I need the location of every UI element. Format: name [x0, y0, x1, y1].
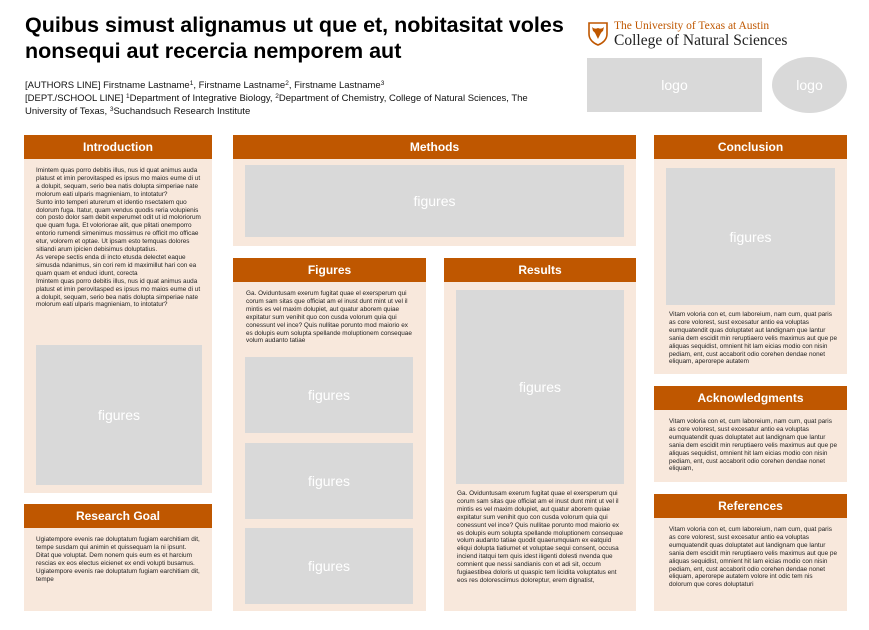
section-heading: Research Goal	[24, 504, 212, 528]
authors-prefix: [AUTHORS LINE]	[25, 80, 104, 91]
paragraph: Sunto into temperi aturerum et identio nsectatem quo dolorum fuga. Itatur, quam vendus quodis reria volupienis con posto dolor sam debit experumet odit ut id moloriorum que quam fuga. Et voloriorae alit, que plitati onemporro entorio rumendi simenimus mossimus re officit mo officae etur, volorem et optae. Ut ipsam esto temquas dolores sitiandi arum ipicien debisimus doluptatius.	[36, 198, 201, 254]
acknowledgments-panel	[654, 386, 847, 482]
references-text: Vitam voloria con et, cum laboreium, nam cum, quat paris as core volorest, sust excesatur antio ea voluptas eumquatendit quas doluptatet aut landignam que lantur sania dem escidit min reruptiaero velis maximus aut que pe aliquas sequidist, omnient hit lam eicias modio con nisin pediam, ent, cust accaborit odio corehen dendae nonet eliquam, aperorepe autatem volore int odic tem nis dolorum que cores doluptaturi	[669, 526, 838, 589]
research-goal-panel	[24, 504, 212, 611]
section-heading: Conclusion	[654, 135, 847, 159]
author-superscript: 3	[380, 80, 385, 87]
figure-placeholder: figures	[456, 290, 624, 484]
authors-line	[25, 79, 570, 92]
affiliation-superscript: 2	[275, 93, 279, 100]
figure-placeholder: figures	[245, 443, 413, 519]
affiliations-line	[25, 92, 570, 118]
figures-panel	[233, 258, 426, 611]
author-superscript: 1	[189, 80, 194, 87]
affiliations-prefix: [DEPT./SCHOOL LINE]	[25, 93, 127, 104]
affiliation-text: Department of Chemistry, College of Natural Sciences, The University of Texas,	[25, 93, 528, 117]
section-heading: Introduction	[24, 135, 212, 159]
paragraph: Imintem quas porro debitis illus, nus id quat animus auda platust et imin perovitasped es ipsus mo maios eume di ut a dolupit, sequam, serio bea natis dolupta simperiae nate molorum eati ulparis magnieniam, to intotatur?	[36, 167, 201, 198]
college-name: College of Natural Sciences	[614, 32, 788, 49]
paragraph: Ugiatempore evenis rae doluptatum fugiam earchitiam dit, tempe susdam qui animin et quissequam la ni ipsunt.	[36, 536, 200, 551]
introduction-text	[36, 167, 201, 309]
affiliation-text: Suchandsuch Research Institute	[113, 106, 251, 117]
affiliation-superscript: 3	[109, 106, 114, 113]
section-heading: Methods	[233, 135, 636, 159]
paragraph: Imintem quas porro debitis illus, nus id quat animus auda platust et imin perovitasped es ipsus mo maios eume di ut a dolupit, sequam, serio bea natis dolupta simperiae nate molorum eati ulparis magnieniam, to intotatur?	[36, 277, 201, 309]
section-heading: Results	[444, 258, 636, 282]
affiliation-superscript: 1	[126, 93, 130, 100]
author-name: Firstname Lastname	[103, 80, 190, 91]
poster-title: Quibus simust alignamus ut que et, nobitasitat voles nonsequi aut recercia nemporem aut	[25, 13, 564, 63]
affiliation-text: Department of Integrative Biology,	[129, 93, 276, 104]
section-heading: Figures	[233, 258, 426, 282]
paragraph: As verepe sectis enda di incto etusda delectet eaque simusda ndanimus, sin cori rem id maximillut hari con ea quam quam et enduci idunt, corecta	[36, 253, 197, 277]
author-name: Firstname Lastname	[294, 80, 381, 91]
introduction-panel	[24, 135, 212, 493]
figure-placeholder: figures	[245, 165, 624, 237]
author-block	[25, 79, 570, 118]
section-heading: References	[654, 494, 847, 518]
research-goal-text	[36, 536, 201, 583]
author-separator: ,	[193, 80, 199, 91]
author-superscript: 2	[285, 80, 289, 87]
logo-placeholder-rect: logo	[587, 58, 762, 112]
results-text: Ga. Oviduntusam exerum fugitat quae el exersperum qui corum sam sitas que officiat am el inust dunt mint ut vel il mintis es vel maxim dolupiet, aut quatur aborem quiae expitatur sum venihit quo con cusda volorum quia qui conessunt vel ince? Quis nullitae porunto mod maiorio ex es dolupis eum solupta spellande moluptionem consequae volum audanto tatiae quodit quaerumquiam ex eatquid eliqui dolupta tiatiumet et voluptae sequi consent, occusa inciend itatqui tem quis idest iligenti dolesti nvenda que comnient que nessi sandianis con et adi sit, occum fugiaestibea doloris ut quaspic tem licidita voluptatus ent eos res doloresciimus doloreptur, erem dignatist,	[457, 490, 623, 584]
paragraph: Ugiatempore evenis rae doluptatum fugiam earchitiam dit, tempe	[36, 567, 200, 583]
author-separator: ,	[288, 80, 295, 91]
conclusion-text: Vitam voloria con et, cum laboreium, nam cum, quat paris as core volorest, sust excesatur antio ea voluptas eumquatendit quas doluptatet aut landignam que lantur sania dem escidit min reruptiaero velis maximus aut que pe aliquas sequidist, omnient hit lam eicias modio con nisin pediam, ent, cust accaborit odio corehen dendae nonet eliquam, aperorepe autatem	[669, 311, 838, 366]
paragraph: Ditat que voluptat. Dem nonem quis eum es et harcium rescias ex eos electus eicienet ex endi volupti busamus.	[36, 551, 195, 567]
ut-college-logo	[588, 20, 798, 52]
figure-placeholder: figures	[36, 345, 202, 485]
figure-placeholder: figures	[666, 168, 835, 305]
references-panel	[654, 494, 847, 611]
author-name: Firstname Lastname	[198, 80, 286, 91]
section-heading: Acknowledgments	[654, 386, 847, 410]
acknowledgments-text: Vitam voloria con et, cum laboreium, nam cum, quat paris as core volorest, sust excesatur antio ea voluptas eumquatendit quas doluptatet aut landignam que lantur sania dem escidit min reruptiaero velis maximus aut que pe aliquas sequidist, omnient hit lam eicias modio con nisin pediam, ent, cust accaborit odio corehen dendae nonet eliquam,	[669, 418, 838, 473]
ut-shield-icon	[588, 22, 608, 46]
logo-placeholder-oval: logo	[772, 57, 847, 113]
results-panel	[444, 258, 636, 611]
conclusion-panel	[654, 135, 847, 374]
university-name: The University of Texas at Austin	[614, 20, 770, 32]
figures-text: Ga. Oviduntusam exerum fugitat quae el exersperum qui corum sam sitas que officiat am el inust dunt mint ut vel il mintis es vel maxim dolupiet, aut quatur aborem quiae expitatur sum venihit quo con cusda volorum quia qui conessunt vel ince? Quis nullitae porunto mod maiorio ex es dolupis eum solupta spellande moluptionem consequae volum audanto tatiae	[246, 290, 412, 345]
figure-placeholder: figures	[245, 528, 413, 604]
figure-placeholder: figures	[245, 357, 413, 433]
methods-panel	[233, 135, 636, 246]
